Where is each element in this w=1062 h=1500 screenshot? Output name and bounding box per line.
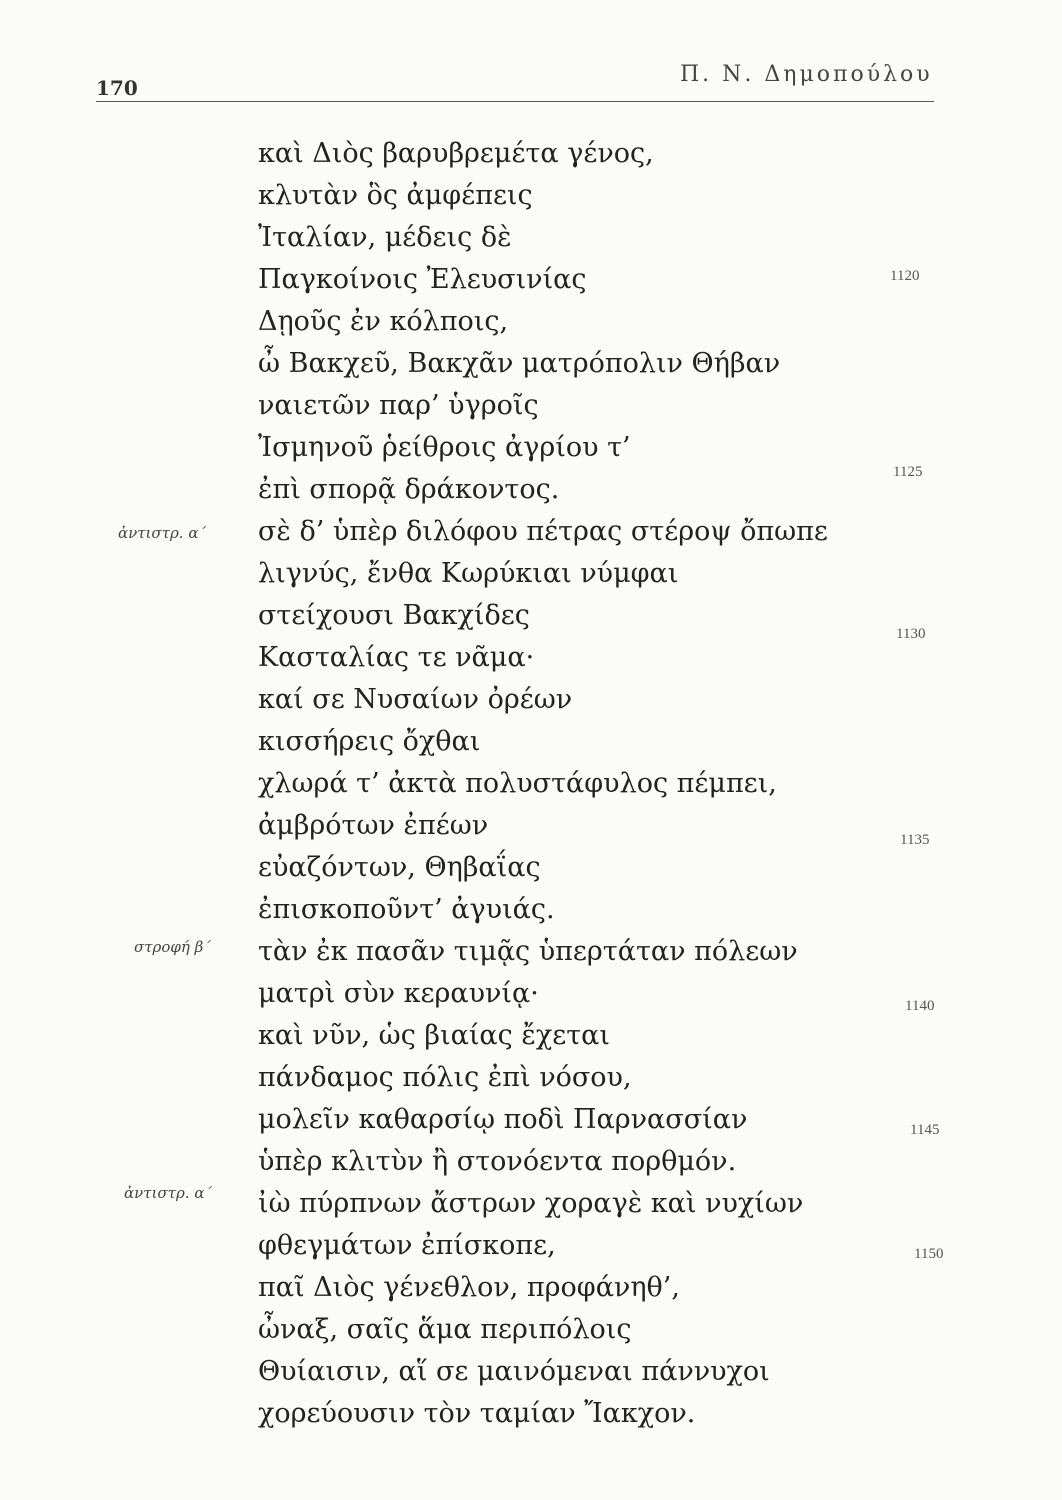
verse-line: ναιετῶν παρ’ ὑγροῖς <box>258 390 539 421</box>
verse-line: Δῃοῦς ἐν κόλποις, <box>258 306 509 337</box>
verse-line: καί σε Νυσαίων ὀρέων <box>258 684 573 715</box>
verse-line: κλυτὰν ὃς ἀμφέπεις <box>258 180 533 211</box>
verse-line: εὐαζόντων, Θηβαΐας <box>258 852 541 883</box>
verse-line: χορεύουσιν τὸν ταμίαν Ἴακχον. <box>258 1398 696 1429</box>
verse-line: ἐπὶ σπορᾷ δράκοντος. <box>258 474 560 505</box>
verse-line: καὶ Διὸς βαρυβρεμέτα γένος, <box>258 138 654 169</box>
verse-line: ἀμβρότων ἐπέων <box>258 810 489 841</box>
line-number: 1145 <box>910 1122 940 1138</box>
line-number: 1130 <box>896 626 926 642</box>
line-number: 1125 <box>893 464 923 480</box>
verse-line: καὶ νῦν, ὡς βιαίας ἔχεται <box>258 1020 610 1051</box>
verse-line: Κασταλίας τε νᾶμα· <box>258 642 535 673</box>
verse-line: χλωρά τ’ ἀκτὰ πολυστάφυλος πέμπει, <box>258 768 777 799</box>
verse-line: ὦ Βακχεῦ, Βακχᾶν ματρόπολιν Θήβαν <box>258 348 781 379</box>
verse-line: κισσήρεις ὄχθαι <box>258 726 481 757</box>
verse-line: Ἰταλίαν, μέδεις δὲ <box>258 222 512 253</box>
verse-line: ὦναξ, σαῖς ἅμα περιπόλοις <box>258 1314 632 1345</box>
verse-line: λιγνύς, ἔνθα Κωρύκιαι νύμφαι <box>258 558 679 589</box>
verse-line: ματρὶ σὺν κεραυνίᾳ· <box>258 978 539 1009</box>
line-number: 1140 <box>905 998 935 1014</box>
verse-line: ἐπισκοποῦντ’ ἀγυιάς. <box>258 894 555 925</box>
verse-line: φθεγμάτων ἐπίσκοπε, <box>258 1230 556 1261</box>
line-number: 1120 <box>890 268 920 284</box>
margin-label: ἀντιστρ. α΄ <box>118 524 206 542</box>
verse-line: σὲ δ’ ὑπὲρ διλόφου πέτρας στέροψ ὄπωπε <box>258 516 828 547</box>
verse-line: στείχουσι Βακχίδες <box>258 600 530 631</box>
margin-label: στροφή β΄ <box>134 938 211 956</box>
line-number: 1150 <box>914 1246 944 1262</box>
verse-line: Θυίαισιν, αἵ σε μαινόμεναι πάννυχοι <box>258 1356 770 1387</box>
margin-label: ἀντιστρ. α΄ <box>124 1184 212 1202</box>
verse-line: μολεῖν καθαρσίῳ ποδὶ Παρνασσίαν <box>258 1104 748 1135</box>
verse-line: τὰν ἐκ πασᾶν τιμᾷς ὑπερτάταν πόλεων <box>258 936 798 967</box>
verse-line: παῖ Διὸς γένεθλον, προφάνηθ’, <box>258 1272 680 1303</box>
verse-line: ὑπὲρ κλιτὺν ἢ στονόεντα πορθμόν. <box>258 1146 737 1177</box>
header-rule <box>96 101 934 102</box>
verse-line: Παγκοίνοις Ἐλευσινίας <box>258 264 587 295</box>
running-title: Π. Ν. Δημοπούλου <box>680 62 933 87</box>
verse-line: Ἰσμηνοῦ ῥείθροις ἀγρίου τ’ <box>258 432 631 463</box>
verse-line: πάνδαμος πόλις ἐπὶ νόσου, <box>258 1062 632 1093</box>
line-number: 1135 <box>900 832 930 848</box>
page-number: 170 <box>96 76 138 100</box>
verse-line: ἰὼ πύρπνων ἄστρων χοραγὲ καὶ νυχίων <box>258 1188 804 1219</box>
